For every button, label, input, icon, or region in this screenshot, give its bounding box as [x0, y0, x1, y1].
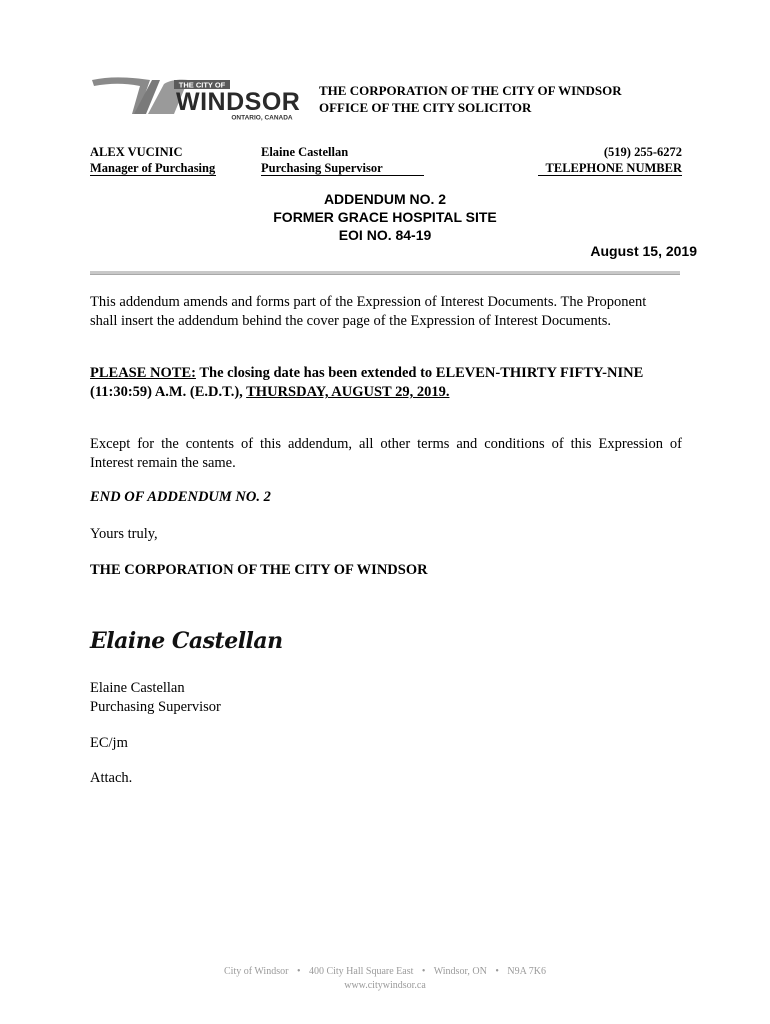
header-line-1: THE CORPORATION OF THE CITY OF WINDSOR [319, 83, 622, 98]
contact-right-rule [538, 175, 682, 176]
terms-line-1: Except for the contents of this addendum, all other terms and conditions of this Expression of [90, 436, 682, 452]
footer-org: City of Windsor [224, 966, 289, 977]
signer-title: Purchasing Supervisor [90, 699, 221, 715]
contact-middle-title: Purchasing Supervisor [261, 161, 383, 175]
end-of-addendum: END OF ADDENDUM NO. 2 [90, 489, 271, 505]
note-text-1: The closing date has been extended to ELEVEN-THIRTY FIFTY-NINE [195, 365, 644, 381]
terms-line-2: Interest remain the same. [90, 455, 236, 471]
header-divider [90, 271, 680, 275]
contact-left-rule [90, 175, 216, 176]
note-label: PLEASE NOTE: [90, 365, 196, 381]
note-line-1 [90, 364, 682, 383]
contact-middle-name: Elaine Castellan [261, 145, 349, 159]
corporation-name: THE CORPORATION OF THE CITY OF WINDSOR [90, 562, 428, 578]
header-line-2: OFFICE OF THE CITY SOLICITOR [319, 100, 532, 115]
terms-paragraph [90, 435, 682, 473]
signer-block [90, 679, 682, 717]
bullet-icon: • [495, 966, 499, 977]
logo-the-city-of: THE CITY OF [178, 80, 226, 90]
city-of-windsor-logo [90, 74, 308, 122]
note-closing-date: THURSDAY, AUGUST 29, 2019. [246, 384, 450, 400]
signer-name: Elaine Castellan [90, 680, 185, 696]
note-text-2a: (11:30:59) A.M. (E.D.T.), [90, 384, 247, 400]
document-date: August 15, 2019 [590, 243, 697, 259]
footer-city: Windsor, ON [433, 966, 487, 977]
intro-paragraph [90, 293, 682, 331]
contact-left-name: ALEX VUCINIC [90, 145, 183, 159]
attachment-note: Attach. [90, 770, 133, 786]
addendum-title: ADDENDUM NO. 2 [323, 191, 447, 207]
addendum-eoi-number: EOI NO. 84-19 [338, 227, 432, 243]
intro-line-2: shall insert the addendum behind the cover page of the Expression of Interest Documents. [90, 313, 612, 329]
contact-left-title: Manager of Purchasing [90, 161, 216, 175]
note-line-2 [90, 383, 682, 402]
footer [0, 965, 770, 993]
addendum-subject: FORMER GRACE HOSPITAL SITE [273, 209, 497, 225]
footer-address-line [0, 965, 770, 979]
bullet-icon: • [296, 966, 301, 977]
intro-line-1: This addendum amends and forms part of the Expression of Interest Documents. The Proponent [90, 294, 647, 310]
initials: EC/jm [90, 735, 128, 751]
bullet-icon: • [421, 966, 426, 977]
logo-windsor-word: WINDSOR [176, 88, 301, 116]
please-note-paragraph [90, 364, 682, 402]
contact-phone-label: TELEPHONE NUMBER [545, 161, 682, 175]
handwritten-signature: Elaine Castellan [90, 628, 283, 654]
footer-address: 400 City Hall Square East [308, 966, 414, 977]
closing-salutation: Yours truly, [90, 526, 158, 542]
footer-website[interactable]: www.citywindsor.ca [344, 980, 426, 991]
contact-middle-rule [261, 175, 424, 176]
footer-postal: N9A 7K6 [507, 966, 546, 977]
logo-region: ONTARIO, CANADA [231, 114, 293, 122]
contact-phone: (519) 255-6272 [603, 145, 682, 159]
